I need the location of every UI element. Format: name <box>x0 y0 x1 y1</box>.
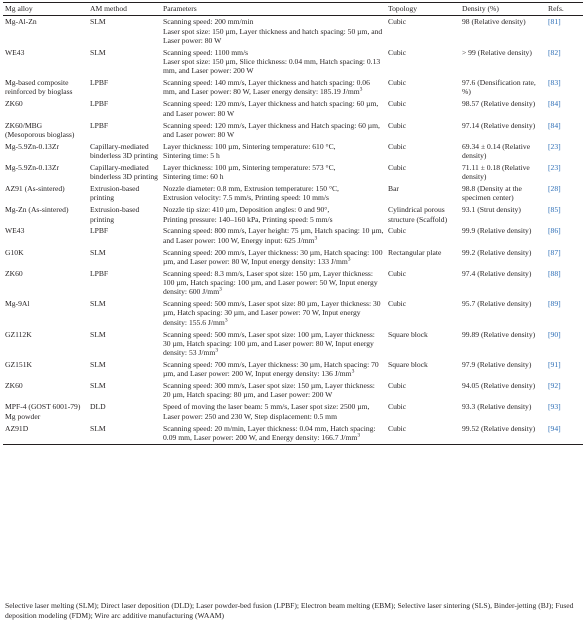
cell-method: LPBF <box>90 120 109 130</box>
cell-method: SLM <box>90 247 106 257</box>
cell-ref[interactable]: [94] <box>546 422 583 444</box>
cell-parameters: Scanning speed: 8.3 mm/s, Laser spot size: 150 µm, Layer thickness: 100 µm, Hatch spacing: 100 µm, and Laser power: 50 W, Input energy density: 600 $J/mm^3$ <box>163 268 378 297</box>
cell-alloy: G10K <box>5 247 24 257</box>
table-row <box>3 98 583 119</box>
cell-ref[interactable]: [84] <box>548 99 561 109</box>
cell-density: 71.11 ± 0.18 (Relative density) <box>462 162 530 182</box>
cell-alloy: Mg-9Al <box>5 299 30 309</box>
cell-parameters: Scanning speed: 700 mm/s, Layer thickness: 30 µm, Hatch spacing: 70 µm, and Laser power: 200 W, Input energy density: 136 $J/mm^3$ <box>163 360 379 379</box>
cell-ref[interactable]: [90] <box>548 329 561 339</box>
cell-parameters: Scanning speed: 200 mm/s, Layer thickness: 30 µm, Hatch spacing: 100 µm, and Laser power: 80 W, Input energy density: 133 $J/mm^3$ <box>163 247 383 266</box>
cell-alloy: GZ112K <box>5 329 32 339</box>
cell-ref[interactable]: [87] <box>548 247 561 257</box>
cell-ref[interactable]: [89] <box>548 299 561 309</box>
cell-method: DLD <box>90 402 106 412</box>
table-row <box>3 298 583 328</box>
data-table <box>3 2 583 445</box>
table-row <box>3 204 583 225</box>
table-row <box>3 246 583 267</box>
cell-density: 98 (Relative density) <box>462 17 526 27</box>
cell-topology: Cubic <box>388 268 407 278</box>
cell-alloy: AZ91D <box>3 422 88 444</box>
cell-topology: Square block <box>388 329 428 339</box>
header-cell-topology: Topology <box>386 3 460 16</box>
cell-method: LPBF <box>90 78 109 88</box>
table-row <box>3 225 583 246</box>
cell-parameters: Layer thickness: 100 µm, Sintering temperature: 573 °C, Sintering time: 60 h <box>163 162 336 182</box>
cell-alloy: GZ151K <box>5 360 32 370</box>
cell-ref[interactable]: [92] <box>548 381 561 391</box>
cell-alloy: Mg-based composite reinforced by bioglass <box>5 78 73 97</box>
table-row <box>3 268 583 298</box>
cell-parameters: Scanning speed: 1100 mm/s Laser spot size: 150 µm, Slice thickness: 0.04 mm, Hatch spacing: 0.13 mm, and Laser power: 200 W <box>163 47 381 76</box>
cell-ref[interactable]: [88] <box>548 268 561 278</box>
cell-topology: Cubic <box>388 226 407 236</box>
cell-topology: Cubic <box>388 141 407 151</box>
cell-density: 99.89 (Relative density) <box>462 329 536 339</box>
cell-method: SLM <box>90 329 106 339</box>
table-row <box>3 359 583 380</box>
table-row <box>3 141 583 162</box>
cell-parameters: Speed of moving the laser beam: 5 mm/s, Laser spot size: 2500 µm, Laser power: 250 and 230 W, Step displacement: 0.5 mm <box>163 402 370 421</box>
header-row <box>3 3 583 16</box>
header-cell-method: AM method <box>88 3 161 16</box>
cell-topology: Bar <box>388 184 399 194</box>
cell-density: 95.7 (Relative density) <box>462 299 532 309</box>
cell-alloy: ZK60/MBG (Mesoporous bioglass) <box>5 120 75 139</box>
cell-method: SLM <box>90 299 106 309</box>
header-cell-refs: Refs. <box>546 3 583 16</box>
cell-topology: Cubic <box>388 162 407 172</box>
cell-density: > 99 (Relative density) <box>462 47 532 57</box>
cell-parameters: Scanning speed: 20 m/min, Layer thickness: 0.04 mm, Hatch spacing: 0.09 mm, Laser power: 200 W, and Energy density: 166.7 $J/mm^3$ <box>161 422 386 444</box>
cell-density: 98.57 (Relative density) <box>462 99 536 109</box>
cell-alloy: ZK60 <box>5 381 23 391</box>
table-header <box>3 3 583 16</box>
cell-alloy: WE43 <box>5 47 25 57</box>
cell-ref[interactable]: [81] <box>548 17 561 27</box>
cell-density: 69.34 ± 0.14 (Relative density) <box>462 141 531 160</box>
cell-topology: Cubic <box>388 299 407 309</box>
cell-parameters: Scanning speed: 120 mm/s, Layer thickness and Hatch spacing: 60 µm, and Laser power: 80 W <box>163 120 380 139</box>
table-row <box>3 328 583 358</box>
cell-topology: Cubic <box>388 47 407 57</box>
cell-method: SLM <box>90 17 106 27</box>
cell-topology: Cubic <box>388 120 407 130</box>
cell-topology: Cubic <box>388 381 407 391</box>
cell-method: Capillary-mediated binderless 3D printing <box>90 162 158 182</box>
cell-density: 97.9 (Relative density) <box>462 360 532 370</box>
cell-ref[interactable]: [85] <box>548 205 561 215</box>
cell-density: 99.52 (Relative density) <box>460 422 546 444</box>
cell-method: SLM <box>90 381 106 391</box>
table-row <box>3 47 583 77</box>
cell-parameters: Scanning speed: 500 mm/s, Laser spot size: 80 µm, Layer thickness: 30 µm, Hatch spacing: 30 µm, and Laser power: 70 W, Input energy density: 155.6 $J/mm^3$ <box>163 299 381 327</box>
cell-alloy: Mg-Zn (As-sintered) <box>5 205 69 215</box>
table-body <box>3 16 583 444</box>
cell-parameters: Nozzle tip size: 410 µm, Deposition angles: 0 and 90°, Printing pressure: 140–160 kPa, Printing speed: 5 mm/s <box>163 205 333 224</box>
table-row <box>3 380 583 401</box>
cell-method: Extrusion-based printing <box>90 184 140 203</box>
cell-parameters: Scanning speed: 300 mm/s, Laser spot size: 150 µm, Layer thickness: 20 µm, Hatch spacing: 80 µm, and Laser power: 200 W <box>163 381 375 400</box>
table-row <box>3 16 583 47</box>
cell-ref[interactable]: [91] <box>548 360 561 370</box>
cell-ref[interactable]: [83] <box>548 78 561 88</box>
cell-parameters: Scanning speed: 800 mm/s, Layer height: 75 µm, Hatch spacing: 10 µm, and Laser power: 100 W, Energy input: 625 $J/mm^3$ <box>163 226 384 245</box>
cell-method: SLM <box>90 47 106 57</box>
cell-alloy: ZK60 <box>5 268 23 278</box>
cell-density: 97.14 (Relative density) <box>462 120 536 130</box>
cell-alloy: Mg-5.9Zn-0.13Zr <box>5 162 59 172</box>
cell-method: LPBF <box>90 226 109 236</box>
cell-method: SLM <box>88 422 161 444</box>
table-row <box>3 183 583 204</box>
cell-method: Extrusion-based printing <box>90 205 140 224</box>
cell-parameters: Nozzle diameter: 0.8 mm, Extrusion temperature: 150 °C, Extrusion velocity: 7.5 mm/s, Printing speed: 10 mm/s <box>163 184 339 203</box>
cell-method: SLM <box>90 360 106 370</box>
cell-density: 99.9 (Relative density) <box>462 226 532 236</box>
cell-ref[interactable]: [84] <box>548 120 561 130</box>
table-row <box>3 119 583 140</box>
cell-alloy: Mg-5.9Zn-0.13Zr <box>5 141 59 151</box>
cell-parameters: Scanning speed: 140 mm/s, Layer thickness and hatch spacing: 0.06 mm, and Laser power: 80 W, Laser energy density: 185.19 $J/mm^3$ <box>163 78 370 97</box>
cell-density: 98.8 (Density at the specimen center) <box>462 184 522 203</box>
cell-topology: Cubic <box>388 99 407 109</box>
cell-density: 93.1 (Strut density) <box>462 205 521 215</box>
table-footnote: Selective laser melting (SLM); Direct laser deposition (DLD); Laser powder-bed fusion (LPBF); Electron beam melting (EBM); Selective laser sintering (SLS), Binder-jetting (BJ); Fused deposition modeling (FDM); Wire arc additive manufacturing (WAAM) <box>5 601 574 620</box>
table-row <box>3 77 583 98</box>
cell-method: Capillary-mediated binderless 3D printing <box>90 141 158 160</box>
cell-parameters: Scanning speed: 500 mm/s, Laser spot size: 100 µm, Layer thickness: 30 µm, Hatch spacing: 100 µm, and Laser power: 80 W, Input energy density: 53 $J/mm^3$ <box>163 329 375 358</box>
cell-parameters: Scanning speed: 200 mm/min Laser spot size: 150 µm, Layer thickness and hatch spacing: 50 µm, and Laser power: 80 W <box>163 17 383 45</box>
cell-alloy: MPF-4 (GOST 6001-79) Mg powder <box>5 402 81 421</box>
cell-ref[interactable]: [86] <box>548 226 561 236</box>
cell-density: 97.4 (Relative density) <box>462 268 532 278</box>
cell-alloy: ZK60 <box>5 99 23 109</box>
cell-ref[interactable]: [23] <box>548 162 561 172</box>
cell-alloy: WE43 <box>5 226 25 236</box>
cell-topology: Cubic <box>388 402 407 412</box>
table-row <box>3 401 583 422</box>
table-row <box>3 162 583 183</box>
cell-topology: Cylindrical porous structure (Scaffold) <box>388 205 448 224</box>
cell-alloy: AZ91 (As-sintered) <box>5 184 65 194</box>
cell-density: 99.2 (Relative density) <box>462 247 532 257</box>
cell-method: LPBF <box>90 99 109 109</box>
cell-ref[interactable]: [93] <box>548 402 561 412</box>
cell-ref[interactable]: [23] <box>548 141 561 151</box>
cell-alloy: Mg-Al-Zn <box>5 17 37 27</box>
table-row <box>3 422 583 444</box>
header-cell-alloy: Mg alloy <box>3 3 88 16</box>
cell-topology: Cubic <box>388 78 407 88</box>
cell-topology: Square block <box>388 360 428 370</box>
cell-ref[interactable]: [28] <box>548 184 561 194</box>
cell-topology: Cubic <box>388 17 407 27</box>
cell-density: 97.6 (Densification rate, %) <box>462 78 536 97</box>
cell-parameters: Layer thickness: 100 µm, Sintering temperature: 610 °C, Sintering time: 5 h <box>163 141 336 160</box>
cell-topology: Cubic <box>386 422 460 444</box>
cell-density: 93.3 (Relative density) <box>462 402 532 412</box>
cell-density: 94.05 (Relative density) <box>462 381 536 391</box>
header-cell-density: Density (%) <box>460 3 546 16</box>
header-cell-parameters: Parameters <box>161 3 386 16</box>
cell-ref[interactable]: [82] <box>548 47 561 57</box>
cell-method: LPBF <box>90 268 109 278</box>
cell-parameters: Scanning speed: 120 mm/s, Layer thickness and hatch spacing: 60 µm, and Laser power: 80 W <box>163 99 379 118</box>
cell-topology: Rectangular plate <box>388 247 442 257</box>
